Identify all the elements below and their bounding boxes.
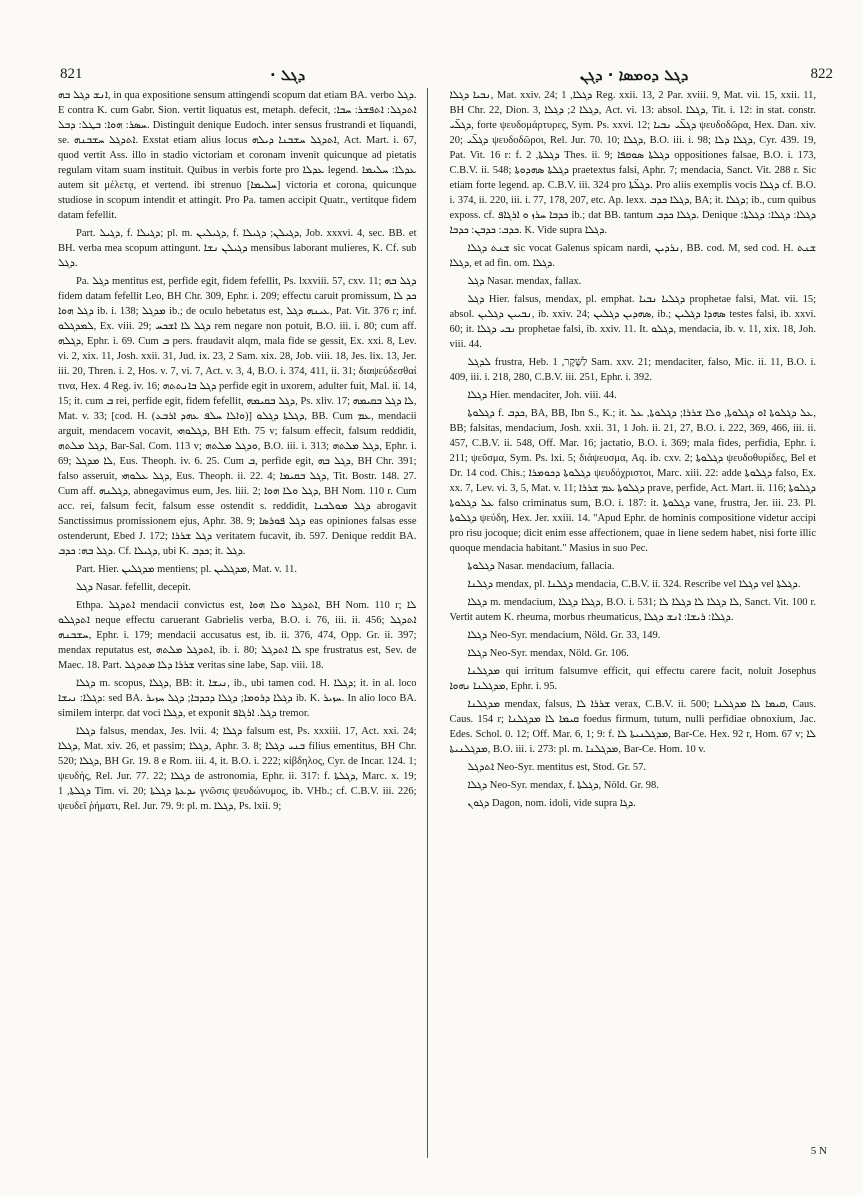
dictionary-entry: ܕܓܠܐ Neo-Syr. mendacium, Nöld. Gr. 33, 149.	[467, 630, 661, 641]
dictionary-entry: ܕܓܠ Nasar. mendax, fallax.	[467, 276, 582, 287]
dictionary-entry: ܡܕܓܠܢܐ mendax, falsus, ܫܪܪܐ ܠܐ verax, C.B.V. ii. 500; ܩܝܡܐ ܠܐ ܡܕܓܠܢܐ, Caus. Caus. 154 r; ܩܝܡܐ ܠܐ ܡܕܓܠܢܐ foedus firmum, tutum, nulli perfidiae obnoxium, Jac. Edes. Schol. 0. 12; Off. Mar. 6, 1; 9: f. ܡܕܓܠܢܝܬܐ ܠܐ, Bar-Ce. Hex. 92 r, Hom. 67 v; ܠܐ ܡܕܓܠܢܝܬܐ, B.O. iii. i. 273: pl. m. ܡܕܓܠܢܐ, Bar-Ce. Hom. 10 v.	[449, 699, 816, 755]
dictionary-entry: ܕܓܠܐ m. scopus, ܕܓܠܐ, BB: it. ܢܝܫܐ, ib., ubi tamen cod. H. ܕܓܠܐ; it. in al. loco ܕܓܠܐ: ܢܝܫܐ: sed BA. ܕܓܠܐ ܕܪܘܡܐ; ܕܓܠܐ ܕܟܕܒܐ; ܕܓܠ ܚܙܝܪ ib. K. ܚܙܝܪ. In alio loco BA. similem interpr. dat voci ܕܓܠܐ, et exponit ܕܓܠ. ܐܪܓܐܦ tremor.	[58, 678, 417, 719]
page-header	[60, 66, 833, 88]
dictionary-entry: ܕܓܠ Nasar. fefellit, decepit.	[76, 582, 191, 593]
dictionary-entry: ܐܢܫ ܕܓܠ ܒܗ, in qua expositione sensum attingendi scopum dat etiam BA. verbo ܕܓܠ. E contra K. cum Gabr. Sion. vertit liquatus est, metaph. defecit, ܐܬܕܓܠ: ܐܬܦܫܪ: ܚܒܐ: ܚܣܪ: ܗܘܐ: ܒܛܠ: ܕܒܠ. Distinguit denique Eudoch. inter sensus frustrandi et liquandi, se. ܐܬܕܓܠ ܚܫܒܢܗ. Exstat etiam alius locus ܐܬܕܓܠ ܚܫܒܢܐ ܕܝܠܗ, Act. Mart. i. 67, quod vertit Ass. illo in stadio victoriam et coronam invenit quicunque ad pietatis regulam vitam suam instituit. Quibus in verbis forte pro ܥܕܠܐ legend. ܥܕܠܐ: ܚܠܝܡܐ autem sit μέλετᾳ, et vertend. ibi strenuo [ܚܠܝܡܐ] victoria et corona, quicunque studiose in scopum intendit et attingit. Pro Pa. tamen accipit Quatr., vertitque fidem datam fefellit.	[58, 90, 417, 221]
dictionary-entry: ܕܓܠܐ m. mendacium, ܕܓܠܐ ܕܓܠܐ, B.O. i. 531; ܠܐ ܕܓܠܐ ܠܐ ܕܓܠܐ ܠܐ, Sanct. Vit. 100 r. Vertit autem K. rheuma, morbus rheumaticus, ܕܓܠܐ: ܪܝܫܐ: ܐܢܫ ܕܓܠܐ.	[449, 597, 816, 623]
dictionary-entry: Part. Hier. ܡܕܓܠܝܢ mentiens; pl. ܡܕܓܠܝܢ, Mat. v. 11.	[76, 564, 298, 575]
dictionary-entry: ܕܓܠܐ falsus, mendax, Jes. lvii. 4; ܕܓܠܐ falsum est, Ps. xxxiii. 17, Act. xxi. 24; ܕܓܠܐ, Mat. xiv. 26, et passim; ܕܓܠܐ, Aphr. 3. 8; ܒܢܝ ܕܓܠܐ filius ementitus, BH Chr. 520; ܕܓܠܐ, BH Gr. 19. 8 e Rom. iii. 4, it. B.O. i. 222; κίβδηλος, Cyr. de Incar. 124. 1; ψευδής, Rel. Jur. 77. 22; ܕܓܠܐ de astronomia, Ephr. ii. 317: f. ܕܓܠܬܐ, Marc. x. 19; ܕܓܠܬܐ, 1 Tim. vi. 20; ܝܕܥܬܐ ܕܓܠܬܐ γνῶσις ψευδώνυμος, ib. VHb.; cf. C.B.V. iii. 226; ψευδεῖ ῥήματι, Rel. Jur. 79. 9: pl. m. ܕܓܠܐ, Ps. lxii. 9;	[58, 726, 417, 812]
left-page-number: 821	[60, 66, 83, 82]
left-running-title: ܕܓܠ ·	[270, 66, 306, 84]
dictionary-entry: ܫܢܬ ܕܓܠܐ sic vocat Galenus spicam nardi, ܢܪܕܝܢ, BB. cod. M, sed cod. H. ܫܢܬ ܕܓܠܐ, et ad fin. om. ܕܓܠܐ.	[449, 243, 816, 269]
right-page-number: 822	[810, 66, 833, 82]
dictionary-entry: ܕܓܠܘܬܐ f. ܟܕܒ, BA, BB, Ibn S., K.; it. ܥܠ ܕܓܠܘܬܐ ܐܘ ܕܓܠܘܬܐ, ܘܠܐ ܫܪܪܐ; ܕܓܠܘܬܐ, ܥܠ, BB; falsitas, mendacium, Josh. xxii. 31, 1 Joh. ii. 21, 27, B.O. i. 222, 369, 466, iii. ii. 457, C.B.V. ii. 548, Off. Mar. 16; jactatio, B.O. i. 369; mala fides, perfidia, Ephr. i. 211; ψεῦσμα, Sym. Ps. lxi. 5; διάψευσμα, Aq. ib. cxv. 2; ܕܓܠܘܬܐ ψευδοθυρίδες, Bel et Dr. 14 cod. Chis.; ܕܓܠܘܬܐ ܕܟܘܡܪܐ ψευδόχριστοι, Marc. xiii. 22: adde ܕܓܠܘܬܐ falso, Ex. xx. 7, Lev. vi. 3, 5, Mat. v. 11; ܕܓܠܘܬܐ ܥܡ ܫܪܪܐ prave, perfide, Act. Mart. ii. 116; ܕܓܠܘܬܐ ܥܠ ܕܓܠܘܬܐ falso criminatus sum, B.O. i. 187: it. ܕܓܠܘܬܐ vane, frustra, Jer. iii. 23. Pl. ܕܓܠܘܬܐ ψεύδη, Hex. Jer. xxiii. 14. "Apud Ephr. de hominis compositione videtur accipi pro risu jocoque; dicit enim esse affectionem, quae in liene sedem habet, nisi forte illic quoque mendacia habitant." Masius in suo Pec.	[449, 408, 816, 554]
dictionary-entry: Ethpa. ܐܬܕܓܠ mendacii convictus est, ܐܬܕܓܠ ܘܠܐ ܗܘܐ, BH Nom. 110 r; ܠܐ ܐܬܕܓܠܘ neque effectu caruerant Gabrielis verba, B.O. i. 76, iii. ii. 456; ܐܬܕܓܠ ܚܫܒܢܗ, Ephr. i. 179; mendacii accusatus est, ib. ii. 376, 474, Opp. Gr. ii. 397; mendax reputatus est, ܐܬܕܓܠ ܡܠܬܗ, ib. i. 80; ܠܐ ܐܬܕܓܠ spe frustratus est, Sev. de Maec. 18. Part. ܫܪܪܐ ܕܠܐ ܡܬܕܓܠ veritas sine labe, Sap. viii. 18.	[58, 600, 417, 671]
dictionary-entry: ܕܓܠ Hier. falsus, mendax, pl. emphat. ܕܓܠܝܐ ܢܒܝܐ prophetae falsi, Mat. vii. 15; absol. ܢܒܝܝܢ ܕܓܠܝܢ, ib. xxiv. 24; ܣܗܕܝܢ ܕܓܠܝܢ, ib.; ܣܗܕܐ ܕܓܠܝܢ testes falsi, ib. xxvi. 60; it. ܢܒܝ ܕܓܠܐ prophetae falsi, ib. xxiv. 11. It. ܕܓܠܘ, mendacia, ib. v. 11, xix. 18, Joh. viii. 44.	[449, 294, 816, 350]
two-column-body	[58, 88, 816, 1158]
dictionary-entry: ܕܓܘܢ Dagon, nom. idoli, vide supra ܕܓܐ.	[467, 798, 636, 809]
right-running-title: ܕܓܠ ܕܘܡܣܐ · ܕܓܢ	[580, 66, 689, 84]
dictionary-entry: ܕܓܠܐ Hier. mendaciter, Joh. viii. 44.	[467, 390, 617, 401]
dictionary-entry: ܢܒܝܐ ܕܓܠܐ, Mat. xxiv. 24; ܕܓܠܐ, 1 Reg. xxii. 13, 2 Par. xviii. 9, Mat. vii. 15, xxii. 11, BH Chr. 22, Dion. 3, ܕܓܠܐ 2; ܕܓܠܐ, Act. vi. 13: absol. ܕܓܠܐ, Tit. i. 12: in stat. constr. ܕܓܠ̈ܝ, forte ψευδομάρτυρες, Sym. Ps. xxvi. 12; ܕܓܠ̈ܝ ܢܒܝܐ ψευδοδῶρα, Hex. Dan. xiv. 20; ܕܓܠ̈ܝ ψευδοδῶροι, Rel. Jur. 70. 10; ܕܓܠܐ, B.O. iii. i. 98; ܕܓܠܐ ܕܠܐ, Cyr. 439. 19, Pat. Vit. 16 r: f. ܕܓܠܬܐ, 2 Thes. ii. 9; ܕܓܠܬܐ ܣܘܩܦܐ oppositiones falsae, B.O. i. 173, C.B.V. ii. 548; ܕܓܠܬܐ ܣܗܕܘܬܐ praetextus falsi, Aphr. 7; mendacia, Sanct. Vit. 288 r. Sic etiam forte legend. ap. C.B.V. iii. 324 pro ܕܓܠ̈ܬܐ. Pro aliis exemplis vocis ܕܓܠܐ cf. B.O. i. 374, ii. 220, iii. i. 77, 178, 207, etc. Ap. lexx. ܕܓܠܐ ܟܕܒ, BA; it. ܕܓܠܐ; ib., cum quibus exposs. cf. ܟܕܒܐ ܚܪܙ ܘ ܐܪܓܐܦ ib.; dat BB. tantum ܕܓܠܐ ܟܕܒ. Denique ܕܓܠܐ: ܕܓܠܐ: ܕܓܠܬܐ: ܟܕܒ: ܟܕܒܢ: ܟܕܒܐ. K. Vide supra ܕܓܠܐ.	[449, 90, 816, 236]
dictionary-entry: Pa. ܕܓܠ mentitus est, perfide egit, fidem fefellit, Ps. lxxviii. 57, cxv. 11; ܕܓܠ ܒܗ fidem datam fefellit Leo, BH Chr. 309, Ephr. i. 209; effectu caruit promissum, ܟܕ ܠܐ ܕܓܠ ܗܘܐ ib. i. 138; ܡܕܓܠ ib.; de oculo hebetatus est, ܥܝܢܗ ܕܓܠ, Pat. Vit. 376 r; inf. ܠܡܕܓܠܘ, Ex. viii. 29; ܕܓܠ ܠܐ ܐܫܟܚ rem negare non potuit, B.O. iii. i. 80; cum aff. ܕܓܠܗ, Ephr. i. 69. Cum ܒ pers. fraudavit alqm, mala fide se gessit, Ex. xxi. 8, Lev. vi. 2, xix. 11, Josh. xxii. 31, Jud. ix. 23, 2 Sam. xix. 28, Job. viii. 18, Jes. lix. 13, Jer. iii. 20, Thren. i. 2, Hos. v. 7, vi. 7, Act. v. 3, 4, B.O. i. 374, 411, ii. 31; διαψεύδεσθαί τινα, Hex. 4 Reg. iv. 16; ܕܓܠ ܒܐܢܬܬܗ perfide egit in uxorem, adulter fuit, Mal. ii. 14, 15; it. cum ܒ rei, perfide egit, fidem fefellit, ܕܓܠ ܒܩܝܡܗ, Ps. xliv. 17; ܠܐ ܕܓܠ ܒܩܝܡܗ, Mat. v. 33; [cod. H. (ܘܐܠܐ ܚܠܦ ܥܗܕ ܐܪܒܥ)] ܕܓܠܬܐ ܕܓܠܘ, BB. Cum ܥܡ, mendacii arguit, mendacem vocavit, ܕܓܠܘܗܝ, BH Eth. 75 v; falsum effecit, falsum reddidit, ܕܓܠ ܡܠܬܗ, Bar-Sal. Com. 113 v; ܘܕܓܠ ܡܠܬܗ, B.O. iii. i. 313; ܕܓܠ ܡܠܬܗ, Ephr. i. 69; ܠܐ ܡܕܓܠ, Eus. Theoph. iv. 6. 25. Cum ܒ, perfide egit, ܕܓܠ ܒܗ, BH Chr. 391; falso asseruit, ܕܓܠ ܥܠܘܗܝ, Eus. Theoph. ii. 22. 4; ܕܓܠ ܒܩܝܡܐ, Tit. Bostr. 148. 27. Cum aff. ܕܓܠܢܗ, abnegavimus eum, Jes. liii. 2; ܕܓܠ ܘܠܐ ܗܘܐ, BH Nom. 110 r. Cum acc. rei, falsum fecit, falsum esse ostendit s. reddidit, ܕܓܠ ܡܘܠܟܢܐ abrogavit Sanctissimus promissionem ejus, Aphr. 38. 9; ܕܓܠ ܦܘܪܣܐ eas opiniones falsas esse ostenderunt, Ebed J. 172; ܕܓܠ ܫܪܪܐ veritatem fucavit, ib. 597. Denique reddit BA. ܕܓܠ ܒܗ: ܟܕܒ. Cf. ܕܓܝܠܐ, ubi K. ܟܕܒ; it. ܕܓܠ.	[58, 276, 417, 557]
signature-mark: 5 N	[810, 1145, 827, 1157]
dictionary-entry: Part. ܕܓܝܠ, f. ܕܓܝܠܐ; pl. m. ܕܓܝܠܝܢ, f. ܕܓܝܠܢ; ܕܓܝܠܐ, Job. xxxvi. 4, sec. BB. et BH. verba mea scopum attingunt. ܕܓܝܠܢ ܢܫܐ mensibus laborant mulieres, K. Cf. sub ܕܓܠ.	[58, 228, 417, 269]
dictionary-entry: ܐܬܕܓܠ Neo-Syr. mentitus est, Stod. Gr. 57.	[467, 762, 647, 773]
dictionary-entry: ܕܓܠܐ Neo-Syr. mendax, f. ܕܓܠܬܐ, Nöld. Gr. 98.	[467, 780, 659, 791]
dictionary-entry: ܡܕܓܠܢܐ qui irritum falsumve efficit, qui effectu carere facit, noluit Josephus ܡܕܓܠܢܐ ܢܗܘܐ, Ephr. i. 95.	[449, 666, 816, 692]
dictionary-entry: ܕܓܠܢܐ mendax, pl. ܕܓܠܢܐ mendacia, C.B.V. ii. 324. Rescribe vel ܕܓܠܐ vel ܕܓܠܬܐ.	[467, 579, 801, 590]
dictionary-entry: ܕܓܠܐ Neo-Syr. mendax, Nöld. Gr. 106.	[467, 648, 629, 659]
dictionary-entry: ܠܕܓܠ frustra, Heb. לַשֶּׁקֶר, 1 Sam. xxv. 21; mendaciter, falso, Mic. ii. 11, B.O. i. 409, iii. i. 218, 280, C.B.V. iii. 251, Ephr. i. 392.	[449, 357, 816, 383]
dictionary-entry: ܕܓܠܘܬܐ Nasar. mendacium, fallacia.	[467, 561, 615, 572]
right-column	[450, 88, 816, 1158]
left-column	[58, 88, 428, 1158]
